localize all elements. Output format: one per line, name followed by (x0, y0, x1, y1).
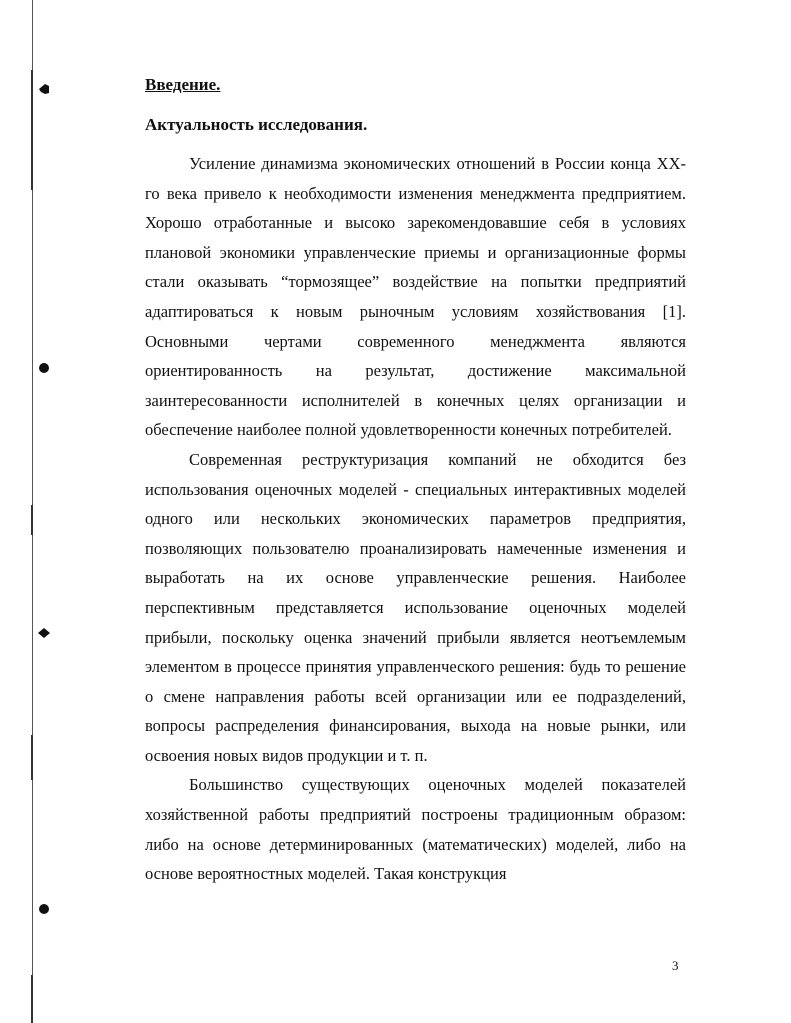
section-title: Актуальность исследования. (145, 115, 368, 134)
binding-hole-icon (38, 627, 50, 639)
binding-hole-icon (38, 362, 50, 374)
scan-edge-mark (31, 505, 33, 535)
binding-hole-icon (38, 903, 50, 915)
scan-edge-mark (31, 975, 33, 1023)
paragraph-1: Усиление динамизма экономических отношений в России конца XX-го века привело к необходимости изменения менеджмента предприятием. Хорошо отработанные и высоко зарекомендовавшие себя в условиях плановой экономики управленческие приемы и организационные формы стали оказывать “тормозящее” воздействие на попытки предприятий адаптироваться к новым рыночным условиям хозяйствования [1]. Основными чертами современного менеджмента являются ориентированность на результат, достижение максимальной заинтересованности исполнителей в конечных целях организации и обеспечение наиболее полной удовлетворенности конечных потребителей. (145, 154, 686, 440)
page-body (145, 73, 686, 889)
paragraph-2: Современная реструктуризация компаний не обходится без использования оценочных моделей - специальных интерактивных моделей одного или нескольких экономических параметров предприятия, позволяющих пользователю проанализировать намеченные изменения и выработать на их основе управленческие решения. Наиболее перспективным представляется использование оценочных моделей прибыли, поскольку оценка значений прибыли является неотъемлемым элементом в процессе принятия управленческого решения: будь то решение о смене направления работы всей организации или ее подразделений, вопросы распределения финансирования, выхода на новые рынки, или освоения новых видов продукции и т. п. (145, 449, 686, 765)
scan-edge-mark (31, 70, 33, 190)
binding-hole-icon (38, 83, 50, 95)
scan-edge-mark (31, 735, 33, 780)
chapter-title: Введение. (145, 75, 221, 94)
page-number: 3 (672, 958, 679, 973)
paragraph-3: Большинство существующих оценочных моделей показателей хозяйственной работы предприятий построены традиционным образом: либо на основе детерминированных (математических) моделей, либо на основе вероятностных моделей. Такая конструкция (145, 775, 686, 884)
